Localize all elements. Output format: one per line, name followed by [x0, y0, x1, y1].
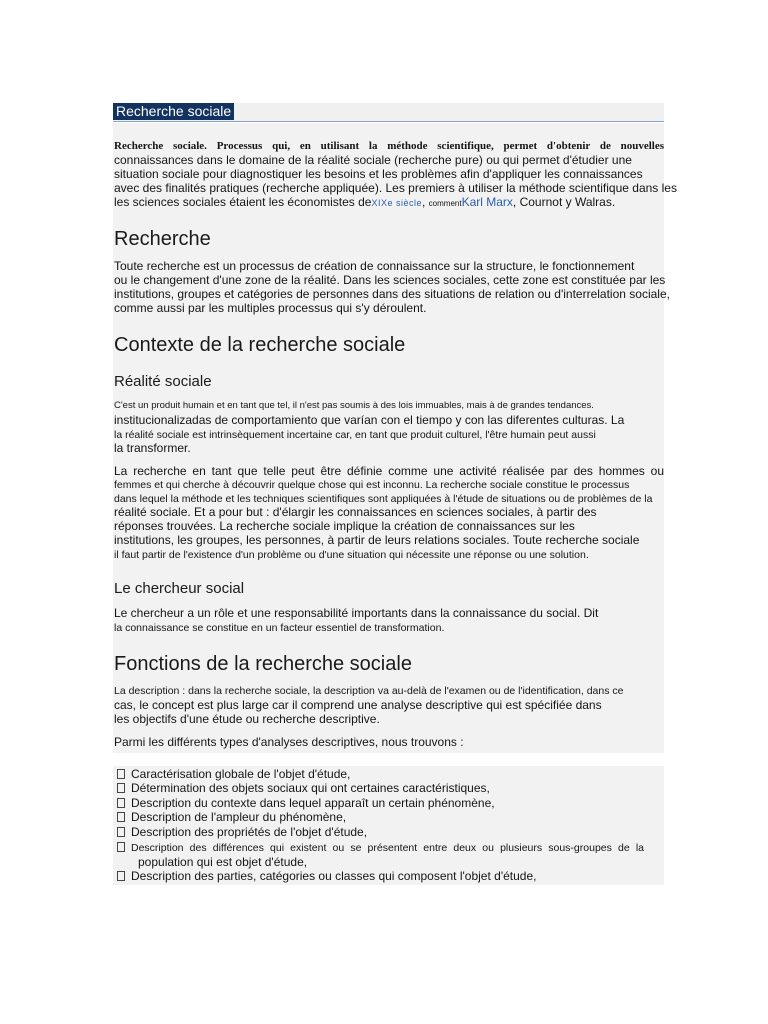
- def-line-1: La recherche en tant que telle peut être définie comme une activité réalisée par des hommes ou: [114, 464, 664, 478]
- list-item: [117, 841, 644, 855]
- subheading-realite-sociale: Réalité sociale: [114, 373, 212, 390]
- heading-fonctions: Fonctions de la recherche sociale: [114, 653, 412, 675]
- intro-tiny-word: comment: [428, 199, 462, 208]
- list-item: [117, 825, 367, 839]
- realite-line-1: C'est un produit humain et en tant que tel, il n'est pas soumis à des lois immuables, mais à de grandes tendances.: [114, 400, 594, 411]
- heading-contexte: Contexte de la recherche sociale: [114, 334, 406, 356]
- bullet-box-icon: [117, 827, 125, 837]
- list-item-text: Description de l'ampleur du phénomène,: [131, 810, 347, 824]
- fonctions-line-3: les objectifs d'une étude ou recherche descriptive.: [114, 712, 380, 726]
- bullet-box-icon: [117, 783, 125, 793]
- chercheur-line-1: Le chercheur a un rôle et une responsabilité importants dans la connaissance du social. Dit: [114, 606, 599, 620]
- list-item-text: Description des différences qui existent ou se présentent entre deux ou plusieurs sous-groupes de la: [131, 842, 644, 854]
- def-line-3: dans lequel la méthode et les techniques scientifiques sont appliquées à l'étude de situations ou de problèmes de la: [114, 493, 653, 505]
- recherche-line-1: Toute recherche est un processus de création de connaissance sur la structure, le fonctionnement: [114, 259, 635, 273]
- bullet-box-icon: [117, 812, 125, 822]
- def-line-5: réponses trouvées. La recherche sociale implique la création de connaissances sur les: [114, 519, 575, 533]
- bullet-box-icon: [117, 842, 125, 852]
- realite-line-3: la réalité sociale est intrinsèquement incertaine car, en tant que produit culturel, l'être humain peut aussi: [114, 429, 596, 441]
- list-item-continuation: population qui est objet d'étude,: [138, 855, 308, 869]
- fonctions-line-1: La description : dans la recherche sociale, la description va au-delà de l'examen ou de l'identification, dans ce: [114, 685, 624, 697]
- list-item-text: Description des parties, catégories ou classes qui composent l'objet d'étude,: [131, 869, 537, 883]
- list-item-text: Détermination des objets sociaux qui ont certaines caractéristiques,: [131, 781, 490, 795]
- intro-line-5: [114, 195, 615, 211]
- list-item: [117, 810, 346, 824]
- def-line-6: institutions, les groupes, les personnes, à partir de leurs relations sociales. Toute recherche sociale: [114, 533, 640, 547]
- recherche-line-4: comme aussi par les multiples processus qui s'y déroulent.: [114, 301, 427, 315]
- def-line-2: femmes et qui cherche à découvrir quelque chose qui est inconnu. La recherche sociale constitue le processus: [114, 479, 630, 491]
- list-item-text: Description du contexte dans lequel apparaît un certain phénomène,: [131, 796, 495, 810]
- fonctions-line-2: cas, le concept est plus large car il comprend une analyse descriptive qui est spécifiée dans: [114, 698, 602, 712]
- link-xixe-siecle[interactable]: XIXe siècle: [371, 198, 422, 208]
- list-item-text: Description des propriétés de l'objet d'étude,: [131, 825, 368, 839]
- bullet-box-icon: [117, 798, 125, 808]
- list-item: [117, 869, 536, 883]
- list-item: [117, 796, 495, 810]
- recherche-line-3: institutions, groupes et catégories de personnes dans des situations de relation ou d'interrelation sociale,: [114, 287, 670, 301]
- recherche-line-2: ou le changement d'une zone de la réalité. Dans les sciences sociales, cette zone est constituée par les: [114, 273, 666, 287]
- bullet-box-icon: [117, 871, 125, 881]
- page-title: Recherche sociale: [113, 103, 234, 120]
- list-item-text: Caractérisation globale de l'objet d'étude,: [131, 767, 351, 781]
- intro-line-1: Recherche sociale. Processus qui, en utilisant la méthode scientifique, permet d'obtenir de nouvelles: [114, 140, 664, 152]
- realite-line-2: institucionalizadas de comportamiento que varían con el tiempo y con las diferentes culturas. La: [114, 413, 625, 427]
- list-item: [117, 767, 350, 781]
- subheading-chercheur-social: Le chercheur social: [114, 580, 245, 597]
- list-item: [117, 781, 490, 795]
- def-line-7: il faut partir de l'existence d'un problème ou d'une situation qui nécessite une réponse ou une solution.: [114, 549, 589, 561]
- fonctions-line-4: Parmi les différents types d'analyses descriptives, nous trouvons :: [114, 735, 464, 749]
- bullet-box-icon: [117, 769, 125, 779]
- intro-line-4: avec des finalités pratiques (recherche appliquée). Les premiers à utiliser la méthode scientifique dans les: [114, 181, 677, 195]
- intro-line-5-end: , Cournot y Walras.: [512, 195, 616, 209]
- intro-line-2: connaissances dans le domaine de la réalité sociale (recherche pure) ou qui permet d'étudier une: [114, 153, 632, 167]
- intro-sep: ,: [422, 195, 429, 209]
- title-bar: [113, 103, 664, 122]
- chercheur-line-2: la connaissance se constitue en un facteur essentiel de transformation.: [114, 622, 445, 634]
- intro-line-3: situation sociale pour diagnostiquer les besoins et les problèmes afin d'appliquer les connaissances: [114, 167, 643, 181]
- heading-recherche: Recherche: [114, 228, 211, 250]
- def-line-4: réalité sociale. Et a pour but : d'élargir les connaissances en sciences sociales, à partir des: [114, 505, 597, 519]
- link-karl-marx[interactable]: Karl Marx: [461, 195, 513, 209]
- realite-line-4: la transformer.: [114, 441, 191, 455]
- intro-line-5-text: les sciences sociales étaient les économistes de: [114, 195, 372, 209]
